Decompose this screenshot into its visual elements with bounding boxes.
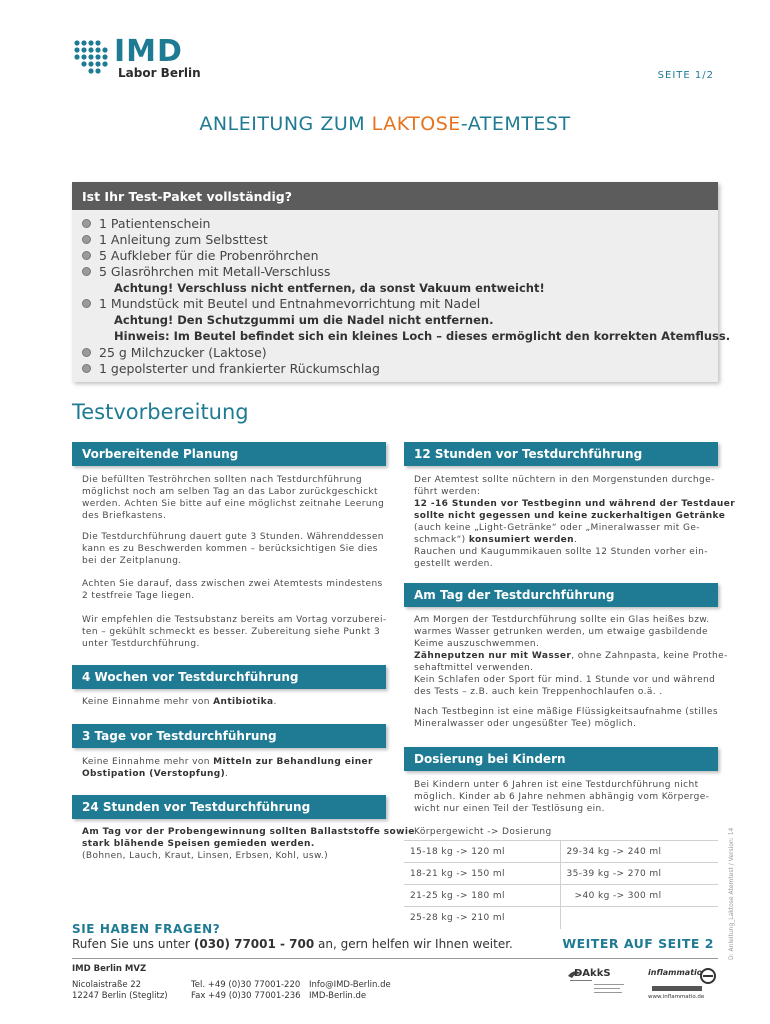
days3-heading: 3 Tage vor Testdurchführung <box>72 724 386 748</box>
hours24-text: Am Tag vor der Probengewinnung sollten Ballaststoffe sowie stark blähende Speisen gemieden werden. (Bohnen, Lauch, Kraut, Linsen, Erbsen, Kohl, usw.) <box>82 827 415 861</box>
title-part1: ANLEITUNG ZUM <box>199 113 372 135</box>
bullet-icon <box>82 235 91 244</box>
hours12-heading: 12 Stunden vor Testdurchführung <box>404 442 718 466</box>
bullet-icon <box>82 267 91 276</box>
weeks4-text: Keine Einnahme mehr von Antibiotika. <box>82 697 277 707</box>
logo-subtitle: Labor Berlin <box>118 66 201 80</box>
testday-text: Am Morgen der Testdurchführung sollte ein Glas heißes bzw. warmes Wasser getrunken werden, um etwaige gasbildende Keime auszuschwemmen. Zähneputzen nur mit Wasser, ohne Zahnpasta, keine Prothe- sehaftmittel verwenden. Kein Schlafen oder Sport für mind. 1 Stunde vor und während des Tests – z.B. auch kein Treppenhochlaufen o.ä. . Nach Testbeginn ist eine mäßige Flüssigkeitsaufnahme (stilles Mineralwasser oder ungesüßter Tee) möglich. <box>414 615 728 729</box>
planning-paragraph: Wir empfehlen die Testsubstanz bereits am Vortag vorzuberei- ten – gekühlt schmeckt es besser. Zubereitung siehe Punkt 3 unter Testdurchführung. <box>82 615 387 649</box>
email-link[interactable]: Info@IMD-Berlin.de <box>309 980 391 990</box>
inflammatio-web: www.inflammatio.de <box>648 994 705 1000</box>
bullet-icon <box>82 219 91 228</box>
document-version: D: Anleitung_Laktose Atemtest / Version: 14 <box>728 827 735 960</box>
bullet-icon <box>82 299 91 308</box>
inflammatio-text: inflammatio <box>648 968 703 977</box>
checklist-item: 1 gepolsterter und frankierter Rückumschlag <box>82 361 380 376</box>
logo-text: IMD <box>114 34 183 69</box>
checklist-item: 1 Anleitung zum Selbsttest <box>82 232 268 247</box>
checklist-item: 1 Mundstück mit Beutel und Entnahmevorrichtung mit Nadel <box>82 296 480 311</box>
days3-text: Keine Einnahme mehr von Mitteln zur Behandlung einer Obstipation (Verstopfung). <box>82 757 373 779</box>
checklist-item: 1 Patientenschein <box>82 216 210 231</box>
footer-company: IMD Berlin MVZ <box>72 964 147 974</box>
hours12-text: Der Atemtest sollte nüchtern in den Morgenstunden durchge- führt werden: 12 -16 Stunden vor Testbeginn und während der Testdauer sollte nicht gegessen und keine zuckerhaltigen Getränke (auch keine „Light-Getränke“ oder „Mineralwasser mit Ge- schmack“) konsumiert werden. Rauchen und Kaugummikauen sollte 12 Stunden vorher ein- gestellt werden. <box>414 475 736 569</box>
title-highlight: LAKTOSE <box>371 113 461 135</box>
table-cell: 18-21 kg -> 150 ml <box>404 863 560 885</box>
table-cell: 25-28 kg -> 210 ml <box>404 907 560 929</box>
checklist-item: 5 Glasröhrchen mit Metall-Verschluss <box>82 264 330 279</box>
page-number: SEITE 1/2 <box>657 70 714 81</box>
checklist-box <box>72 182 731 382</box>
dose-table-header: Körpergewicht -> Dosierung <box>414 827 552 837</box>
questions-title: SIE HABEN FRAGEN? <box>72 922 221 936</box>
website-link[interactable]: IMD-Berlin.de <box>309 991 367 1001</box>
checklist-item: 25 g Milchzucker (Laktose) <box>82 345 267 360</box>
footer-contact <box>309 980 391 1002</box>
table-cell: 15-18 kg -> 120 ml <box>404 841 560 863</box>
bullet-icon <box>82 251 91 260</box>
inflammatio-logo <box>648 966 718 1002</box>
table-cell: 35-39 kg -> 270 ml <box>560 863 718 885</box>
table-row <box>404 863 718 885</box>
section-title: Testvorbereitung <box>72 400 249 424</box>
planning-paragraph: Die Testdurchführung dauert gute 3 Stunden. Währenddessen kann es zu Beschwerden kommen – berücksichtigen Sie dies bei der Zeitplanung. <box>82 532 384 566</box>
questions-text: Rufen Sie uns unter (030) 77001 - 700 an, gern helfen wir Ihnen weiter. <box>72 937 513 951</box>
weeks4-heading: 4 Wochen vor Testdurchführung <box>72 665 386 689</box>
bullet-icon <box>82 364 91 373</box>
testday-heading: Am Tag der Testdurchführung <box>404 583 718 607</box>
checklist-heading: Ist Ihr Test-Paket vollständig? <box>72 182 718 210</box>
title-part2: -ATEMTEST <box>460 113 571 135</box>
table-row <box>404 907 718 929</box>
table-row <box>404 841 718 863</box>
logo-dots-icon <box>72 38 110 76</box>
children-text: Bei Kindern unter 6 Jahren ist eine Testdurchführung nicht möglich. Kinder ab 6 Jahre nehmen abhängig vom Körperge- wicht nur einen Teil der Testlösung ein. <box>414 780 710 814</box>
planning-paragraph: Die befüllten Teströhrchen sollten nach Testdurchführung möglichst noch am selben Tag an das Labor zurückgeschickt werden. Achten Sie bitte auf eine möglichst zeitnahe Leerung des Briefkastens. <box>82 475 385 521</box>
table-cell <box>560 907 718 929</box>
checklist-warning: Achtung! Den Schutzgummi um die Nadel nicht entfernen. <box>114 313 494 327</box>
dakks-logo <box>564 966 636 1002</box>
footer-divider <box>72 958 718 959</box>
checklist-warning: Achtung! Verschluss nicht entfernen, da sonst Vakuum entweicht! <box>114 281 545 295</box>
table-cell: 21-25 kg -> 180 ml <box>404 885 560 907</box>
next-page-link[interactable]: WEITER AUF SEITE 2 <box>562 936 714 951</box>
phone-number: (030) 77001 - 700 <box>193 937 315 951</box>
table-cell: 29-34 kg -> 240 ml <box>560 841 718 863</box>
dose-table <box>404 840 718 929</box>
footer-address: Nicolaistraße 22 12247 Berlin (Steglitz) <box>72 980 168 1001</box>
imd-logo <box>72 34 222 86</box>
planning-heading: Vorbereitende Planung <box>72 442 386 466</box>
children-heading: Dosierung bei Kindern <box>404 747 718 771</box>
planning-paragraph: Achten Sie darauf, dass zwischen zwei Atemtests mindestens 2 testfreie Tage liegen. <box>82 579 383 601</box>
hours24-heading: 24 Stunden vor Testdurchführung <box>72 795 386 819</box>
checklist-item: 5 Aufkleber für die Probenröhrchen <box>82 248 319 263</box>
checklist-hint: Hinweis: Im Beutel befindet sich ein kleines Loch – dieses ermöglicht den korrekten Atemfluss. <box>114 329 731 343</box>
table-row <box>404 885 718 907</box>
table-cell: >40 kg -> 300 ml <box>560 885 718 907</box>
footer-phone: Tel. +49 (0)30 77001-220 Fax +49 (0)30 77001-236 <box>191 980 301 1001</box>
bullet-icon <box>82 348 91 357</box>
dakks-text: DAkkS <box>574 968 611 979</box>
page-title <box>0 113 770 135</box>
